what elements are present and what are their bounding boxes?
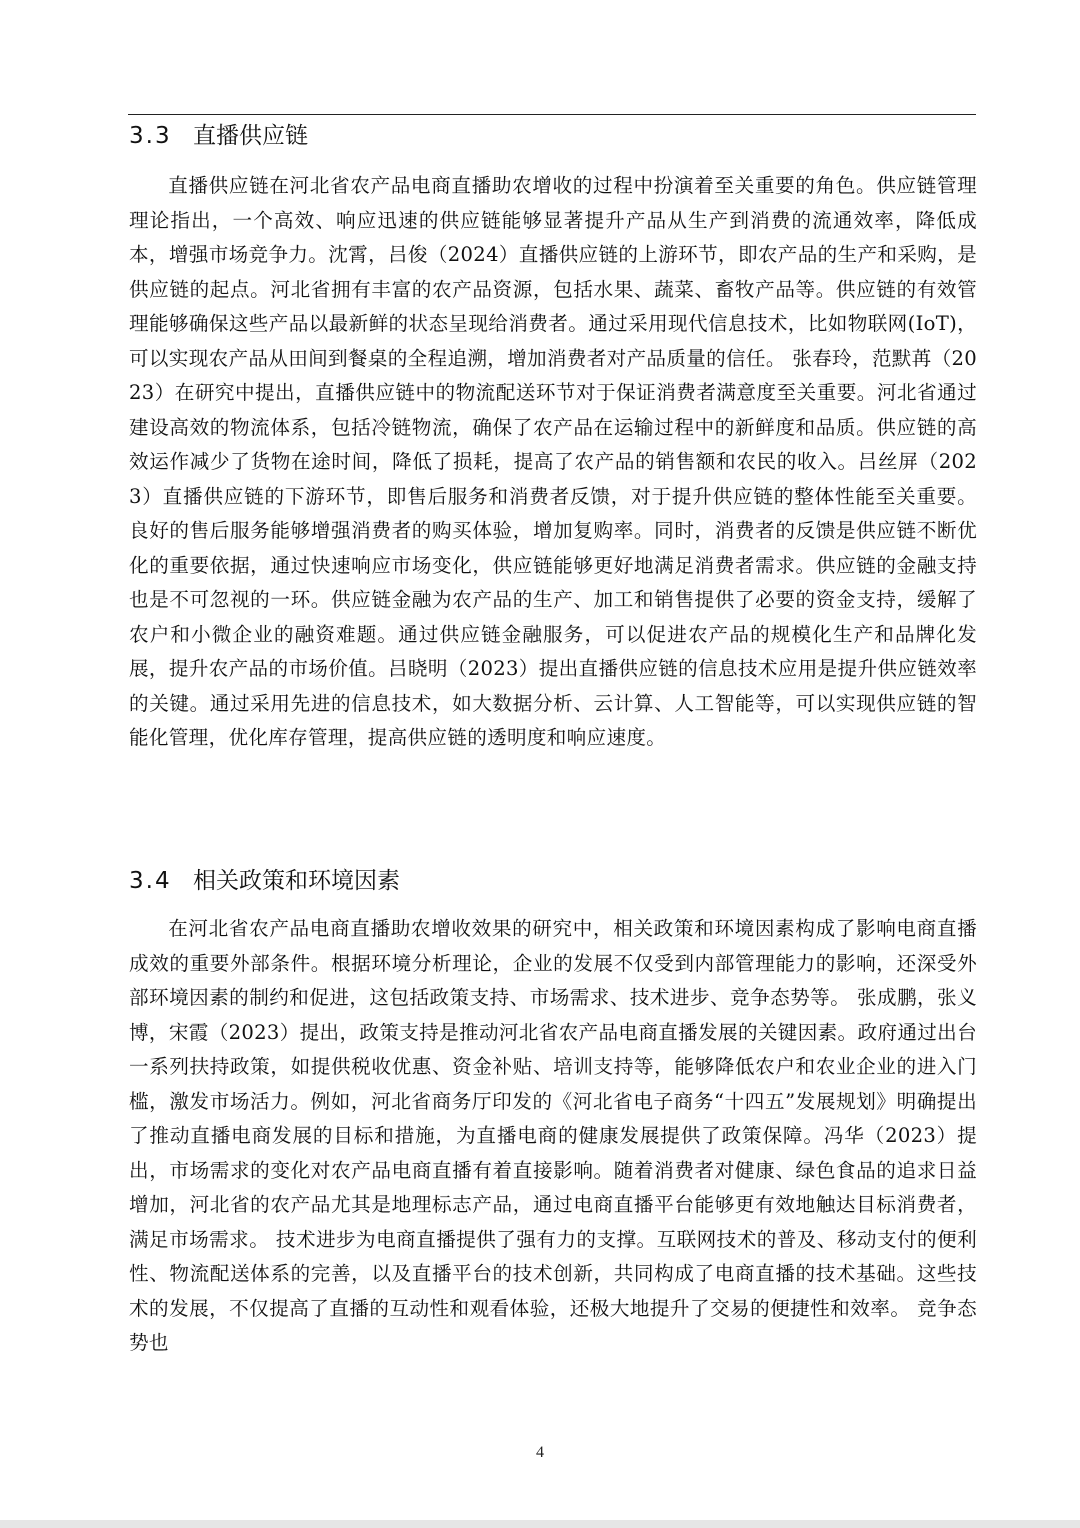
section-number: 3.3 bbox=[129, 123, 172, 149]
section-paragraph-3-3: 直播供应链在河北省农产品电商直播助农增收的过程中扮演着至关重要的角色。供应链管理理论指出，一个高效、响应迅速的供应链能够显著提升产品从生产到消费的流通效率，降低成本，增强市场竞争力。沈霄，吕俊（2024）直播供应链的上游环节，即农产品的生产和采购，是供应链的起点。河北省拥有丰富的农产品资源，包括水果、蔬菜、畜牧产品等。供应链的有效管理能够确保这些产品以最新鲜的状态呈现给消费者。通过采用现代信息技术，比如物联网(IoT)，可以实现农产品从田间到餐桌的全程追溯，增加消费者对产品质量的信任。 张春玲，范默苒（2023）在研究中提出，直播供应链中的物流配送环节对于保证消费者满意度至关重要。河北省通过建设高效的物流体系，包括冷链物流，确保了农产品在运输过程中的新鲜度和品质。供应链的高效运作减少了货物在途时间，降低了损耗，提高了农产品的销售额和农民的收入。吕丝屏（2023）直播供应链的下游环节，即售后服务和消费者反馈，对于提升供应链的整体性能至关重要。良好的售后服务能够增强消费者的购买体验，增加复购率。同时，消费者的反馈是供应链不断优化的重要依据，通过快速响应市场变化，供应链能够更好地满足消费者需求。供应链的金融支持也是不可忽视的一环。供应链金融为农产品的生产、加工和销售提供了必要的资金支持，缓解了农户和小微企业的融资难题。通过供应链金融服务，可以促进农产品的规模化生产和品牌化发展，提升农产品的市场价值。吕晓明（2023）提出直播供应链的信息技术应用是提升供应链效率的关键。通过采用先进的信息技术，如大数据分析、云计算、人工智能等，可以实现供应链的智能化管理，优化库存管理，提高供应链的透明度和响应速度。 bbox=[129, 174, 977, 749]
section-heading-3-4 bbox=[129, 866, 400, 896]
section-number: 3.4 bbox=[129, 868, 172, 894]
section-title: 相关政策和环境因素 bbox=[193, 868, 400, 894]
header-rule bbox=[128, 114, 976, 115]
page-number: 4 bbox=[536, 1444, 544, 1461]
bottom-edge bbox=[0, 1520, 1080, 1528]
section-heading-3-3 bbox=[129, 121, 308, 151]
section-paragraph-3-4: 在河北省农产品电商直播助农增收效果的研究中，相关政策和环境因素构成了影响电商直播成效的重要外部条件。根据环境分析理论，企业的发展不仅受到内部管理能力的影响，还深受外部环境因素的制约和促进，这包括政策支持、市场需求、技术进步、竞争态势等。 张成鹏，张义博，宋霞（2023）提出，政策支持是推动河北省农产品电商直播发展的关键因素。政府通过出台一系列扶持政策，如提供税收优惠、资金补贴、培训支持等，能够降低农户和农业企业的进入门槛，激发市场活力。例如，河北省商务厅印发的《河北省电子商务“十四五”发展规划》明确提出了推动直播电商发展的目标和措施，为直播电商的健康发展提供了政策保障。冯华（2023）提出，市场需求的变化对农产品电商直播有着直接影响。随着消费者对健康、绿色食品的追求日益增加，河北省的农产品尤其是地理标志产品，通过电商直播平台能够更有效地触达目标消费者，满足市场需求。 技术进步为电商直播提供了强有力的支撑。互联网技术的普及、移动支付的便利性、物流配送体系的完善，以及直播平台的技术创新，共同构成了电商直播的技术基础。这些技术的发展，不仅提高了直播的互动性和观看体验，还极大地提升了交易的便捷性和效率。 竞争态势也 bbox=[129, 917, 977, 1354]
section-title: 直播供应链 bbox=[193, 123, 308, 149]
